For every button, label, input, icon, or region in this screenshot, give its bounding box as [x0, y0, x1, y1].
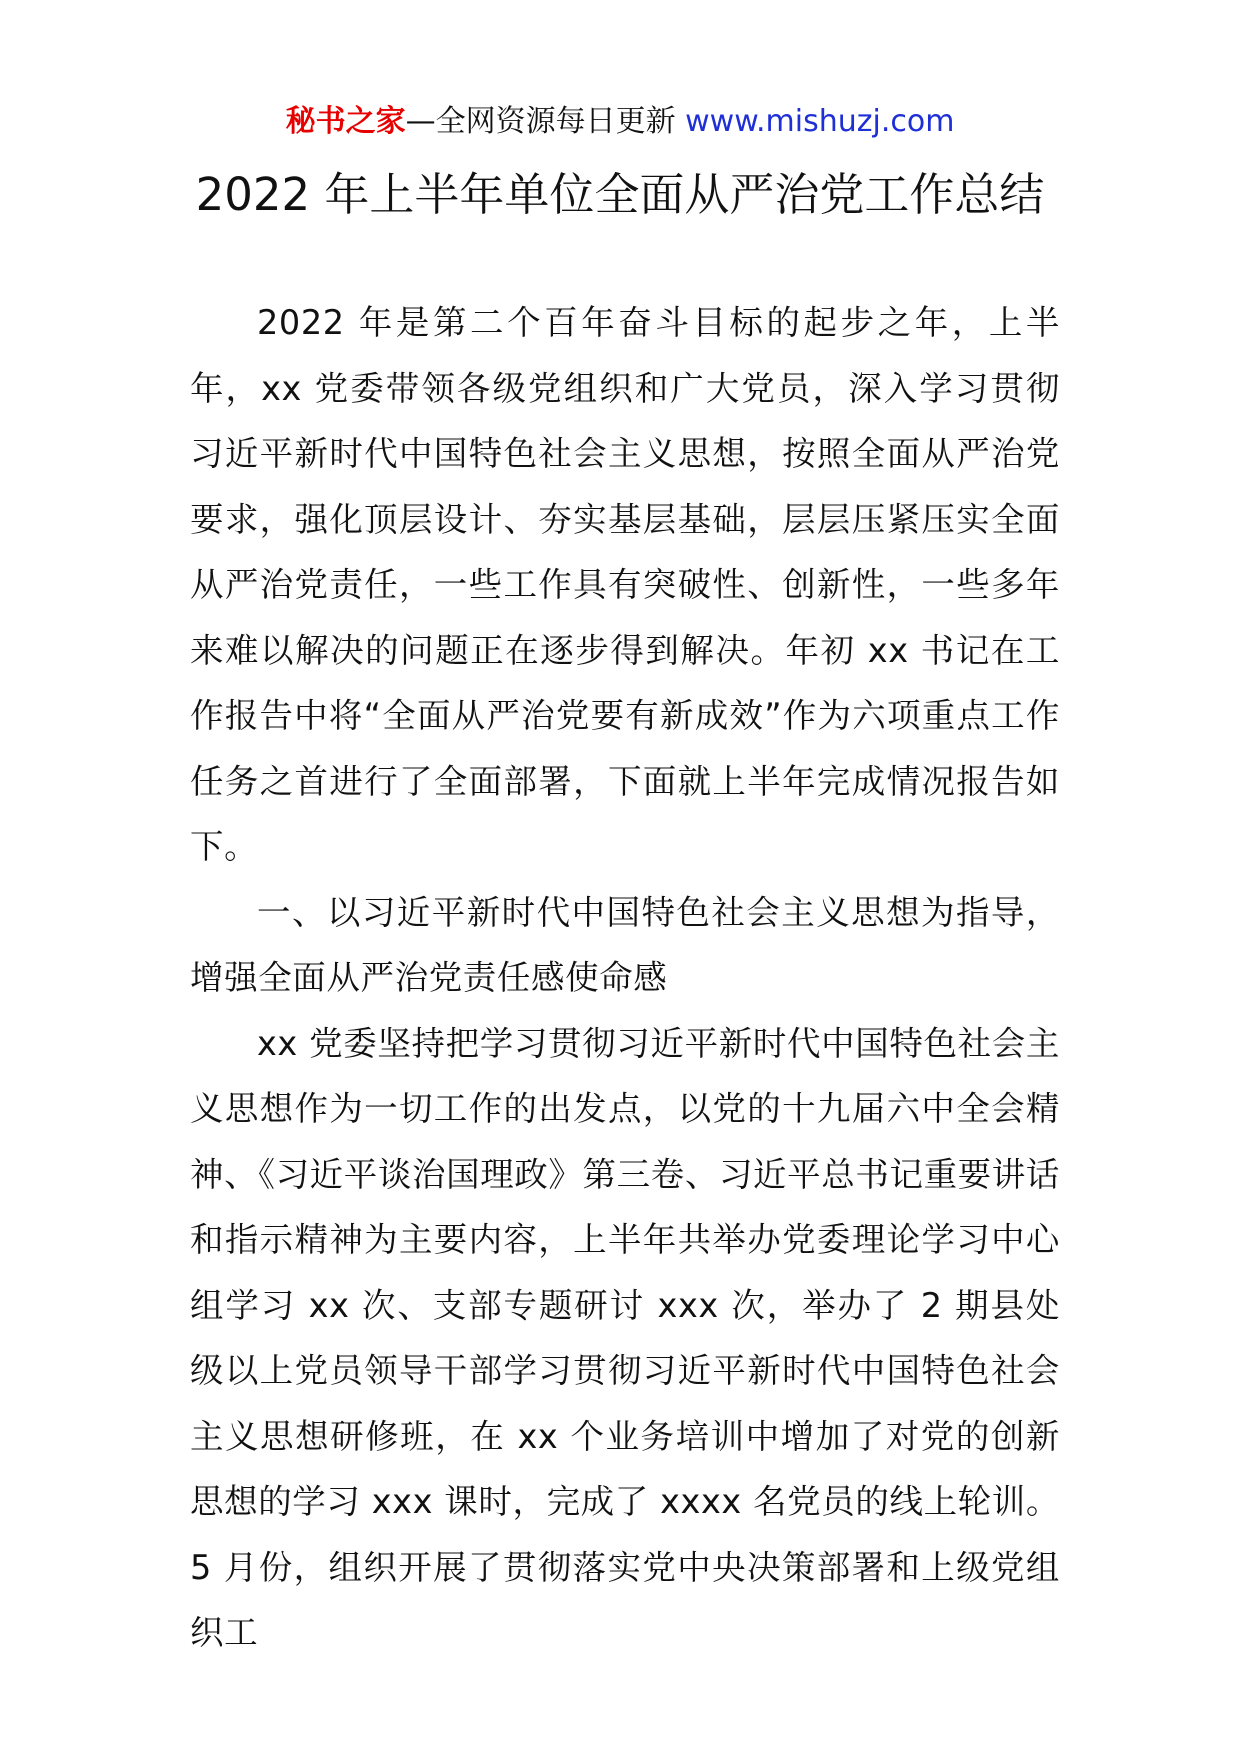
document-body [190, 290, 1060, 1666]
site-header [0, 100, 1240, 144]
brand-name: 秘书之家 [285, 104, 406, 139]
section-1-paragraph: xx 党委坚持把学习贯彻习近平新时代中国特色社会主义思想作为一切工作的出发点，以党的十九届六中全会精神、《习近平谈治国理政》第三卷、习近平总书记重要讲话和指示精神为主要内容，上半年共举办党委理论学习中心组学习 xx 次、支部专题研讨 xxx 次，举办了 2 期县处级以上党员领导干部学习贯彻习近平新时代中国特色社会主义思想研修班，在 xx 个业务培训中增加了对党的创新思想的学习 xxx 课时，完成了 xxxx 名党员的线上轮训。5 月份，组织开展了贯彻落实党中央决策部署和上级党组织工 [190, 1023, 1060, 1652]
section-heading-1: 一、以习近平新时代中国特色社会主义思想为指导，增强全面从严治党责任感使命感 [190, 892, 1060, 997]
intro-paragraph: 2022 年是第二个百年奋斗目标的起步之年，上半年，xx 党委带领各级党组织和广大党员，深入学习贯彻习近平新时代中国特色社会主义思想，按照全面从严治党要求，强化顶层设计、夯实基层基础，层层压紧压实全面从严治党责任，一些工作具有突破性、创新性，一些多年来难以解决的问题正在逐步得到解决。年初 xx 书记在工作报告中将“全面从严治党要有新成效”作为六项重点工作任务之首进行了全面部署，下面就上半年完成情况报告如下。 [190, 303, 1060, 866]
site-url-link[interactable]: www.mishuzj.com [685, 104, 955, 139]
header-slogan: —全网资源每日更新 [405, 104, 686, 139]
document-title: 2022 年上半年单位全面从严治党工作总结 [195, 168, 1045, 221]
